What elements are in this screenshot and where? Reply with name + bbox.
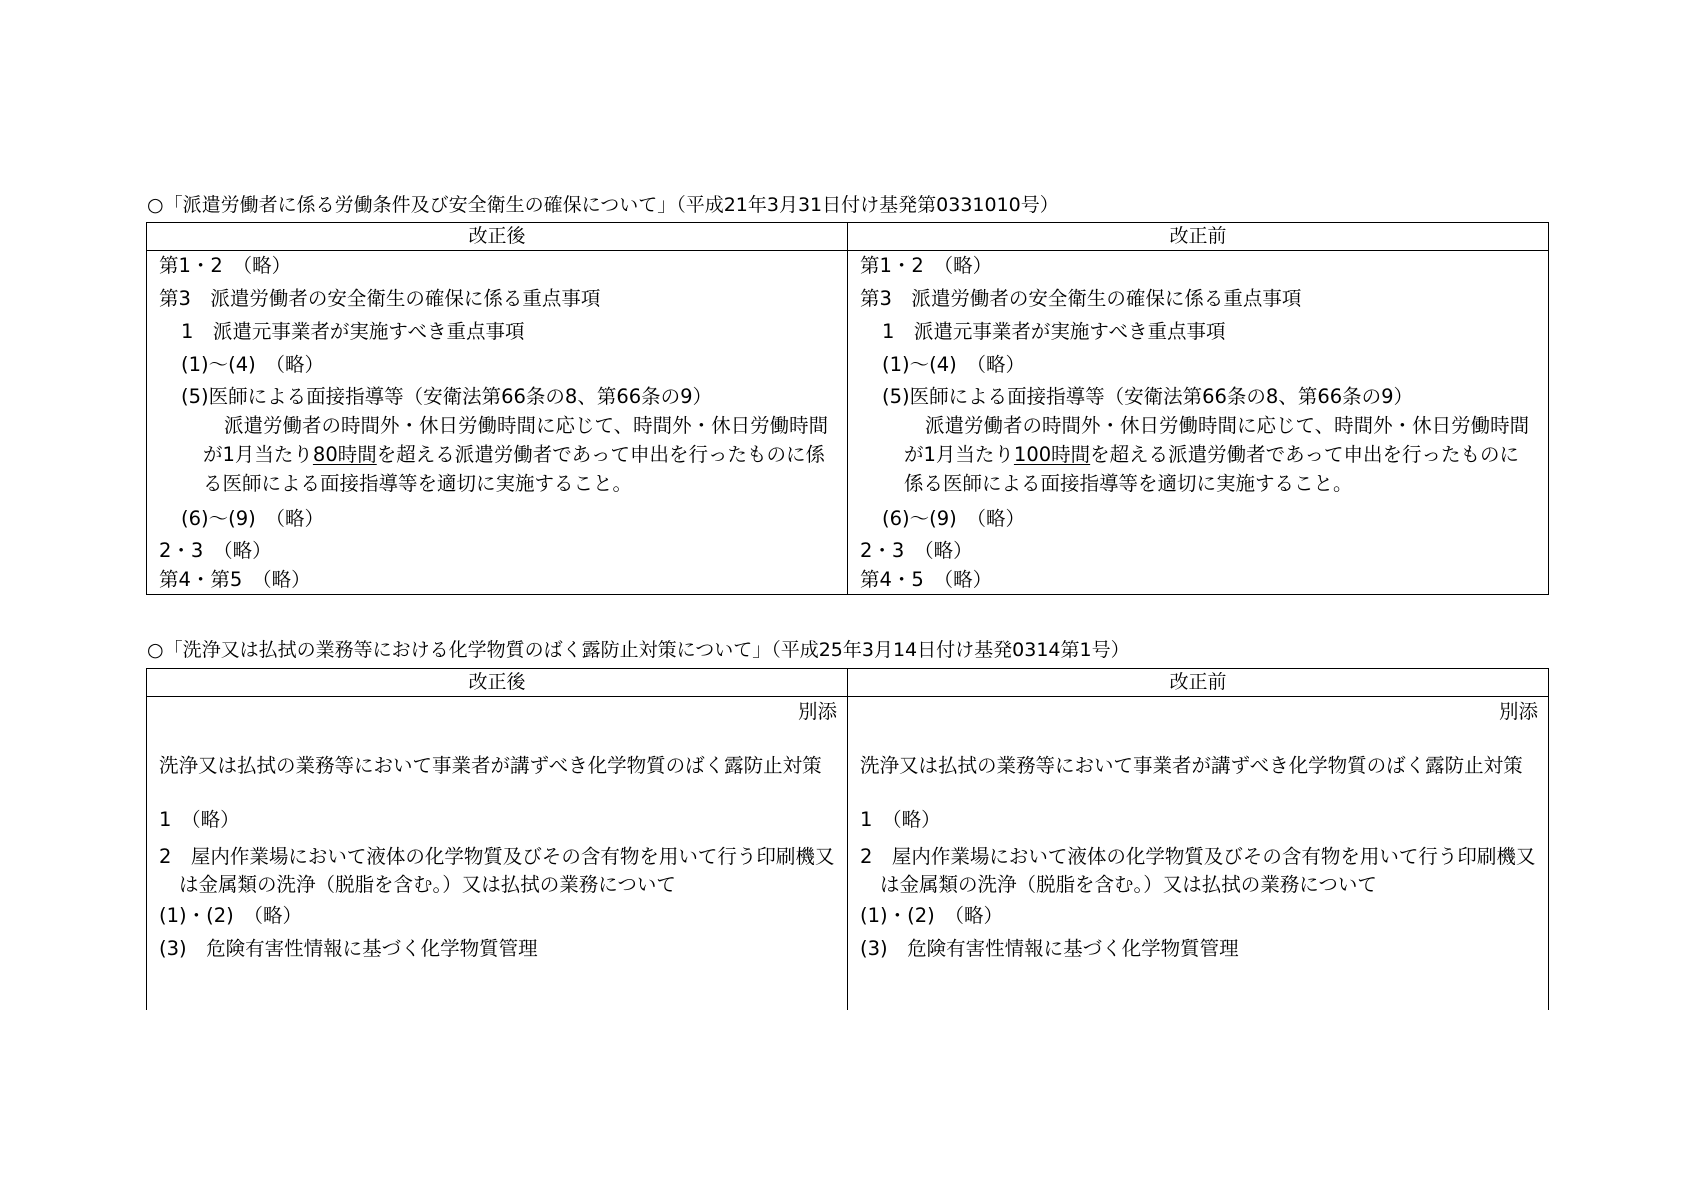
header-after-revision: 改正後	[147, 669, 848, 697]
attachment-label: 別添	[1498, 700, 1538, 723]
paragraph-text-a: 派遣労働者の時間外・休日労働時間に応じて、時間外・休日労働時間が1月当たり	[203, 414, 829, 466]
text-line: 第3 派遣労働者の安全衛生の確保に係る重点事項	[159, 287, 601, 310]
before-revision-cell	[848, 251, 1549, 595]
table-header-row	[147, 669, 1549, 697]
text-line: 1 派遣元事業者が実施すべき重点事項	[882, 320, 1226, 343]
header-before-revision: 改正前	[848, 669, 1549, 697]
text-line: 1 派遣元事業者が実施すべき重点事項	[181, 320, 525, 343]
text-line: (5)医師による面接指導等（安衛法第66条の8、第66条の9）	[882, 385, 1414, 408]
text-line: (1)・(2) （略）	[860, 904, 1003, 927]
text-line: (1)～(4) （略）	[181, 353, 324, 376]
text-line: 2・3 （略）	[860, 539, 973, 562]
after-revision-cell	[147, 697, 848, 1011]
amended-text: 80時間	[312, 443, 377, 466]
text-line: (6)～(9) （略）	[882, 507, 1025, 530]
document-heading: 洗浄又は払拭の業務等において事業者が講ずべき化学物質のばく露防止対策	[159, 754, 822, 777]
section-2-comparison-table	[146, 668, 1549, 1010]
text-line: (3) 危険有害性情報に基づく化学物質管理	[159, 937, 538, 960]
paragraph-text-b: を超える派遣労働者であって申出を行ったものに係る医師による面接指導等を適切に実施すること。	[203, 443, 826, 495]
text-line: 2 屋内作業場において液体の化学物質及びその含有物を用いて行う印刷機又は金属類の洗浄（脱脂を含む。）又は払拭の業務について	[860, 845, 1536, 896]
attachment-label: 別添	[797, 700, 837, 723]
text-line: 2 屋内作業場において液体の化学物質及びその含有物を用いて行う印刷機又は金属類の洗浄（脱脂を含む。）又は払拭の業務について	[159, 845, 835, 896]
text-line: 2・3 （略）	[159, 539, 272, 562]
paragraph-text-b: を超える派遣労働者であって申出を行ったものに係る医師による面接指導等を適切に実施すること。	[904, 443, 1519, 495]
paragraph-text	[203, 411, 837, 498]
table-row	[147, 251, 1549, 595]
document-heading: 洗浄又は払拭の業務等において事業者が講ずべき化学物質のばく露防止対策	[860, 754, 1523, 777]
text-line: (5)医師による面接指導等（安衛法第66条の8、第66条の9）	[181, 385, 713, 408]
paragraph-text-a: 派遣労働者の時間外・休日労働時間に応じて、時間外・休日労働時間が1月当たり	[904, 414, 1530, 466]
text-line: (1)～(4) （略）	[882, 353, 1025, 376]
paragraph-text	[904, 411, 1538, 498]
section-2-title: ○「洗浄又は払拭の業務等における化学物質のばく露防止対策について」（平成25年3月14日付け基発0314第1号）	[147, 639, 1130, 661]
paragraph	[159, 411, 837, 498]
amended-text: 100時間	[1013, 443, 1091, 466]
header-before-revision: 改正前	[848, 223, 1549, 251]
text-line: 第1・2 （略）	[860, 254, 993, 277]
section-1-comparison-table	[146, 222, 1549, 595]
text-line: 第4・5 （略）	[860, 568, 993, 591]
text-line: 1 （略）	[159, 808, 240, 831]
before-revision-cell	[848, 697, 1549, 1011]
section-1-title: ○「派遣労働者に係る労働条件及び安全衛生の確保について」（平成21年3月31日付け基発第0331010号）	[147, 194, 1059, 216]
after-revision-cell	[147, 251, 848, 595]
text-line: (3) 危険有害性情報に基づく化学物質管理	[860, 937, 1239, 960]
table-row	[147, 697, 1549, 1011]
text-line: 第3 派遣労働者の安全衛生の確保に係る重点事項	[860, 287, 1302, 310]
table-header-row	[147, 223, 1549, 251]
text-line: 1 （略）	[860, 808, 941, 831]
header-after-revision: 改正後	[147, 223, 848, 251]
paragraph	[860, 411, 1538, 498]
text-line: (1)・(2) （略）	[159, 904, 302, 927]
text-line: 第4・第5 （略）	[159, 568, 311, 591]
text-line: 第1・2 （略）	[159, 254, 292, 277]
text-line: (6)～(9) （略）	[181, 507, 324, 530]
